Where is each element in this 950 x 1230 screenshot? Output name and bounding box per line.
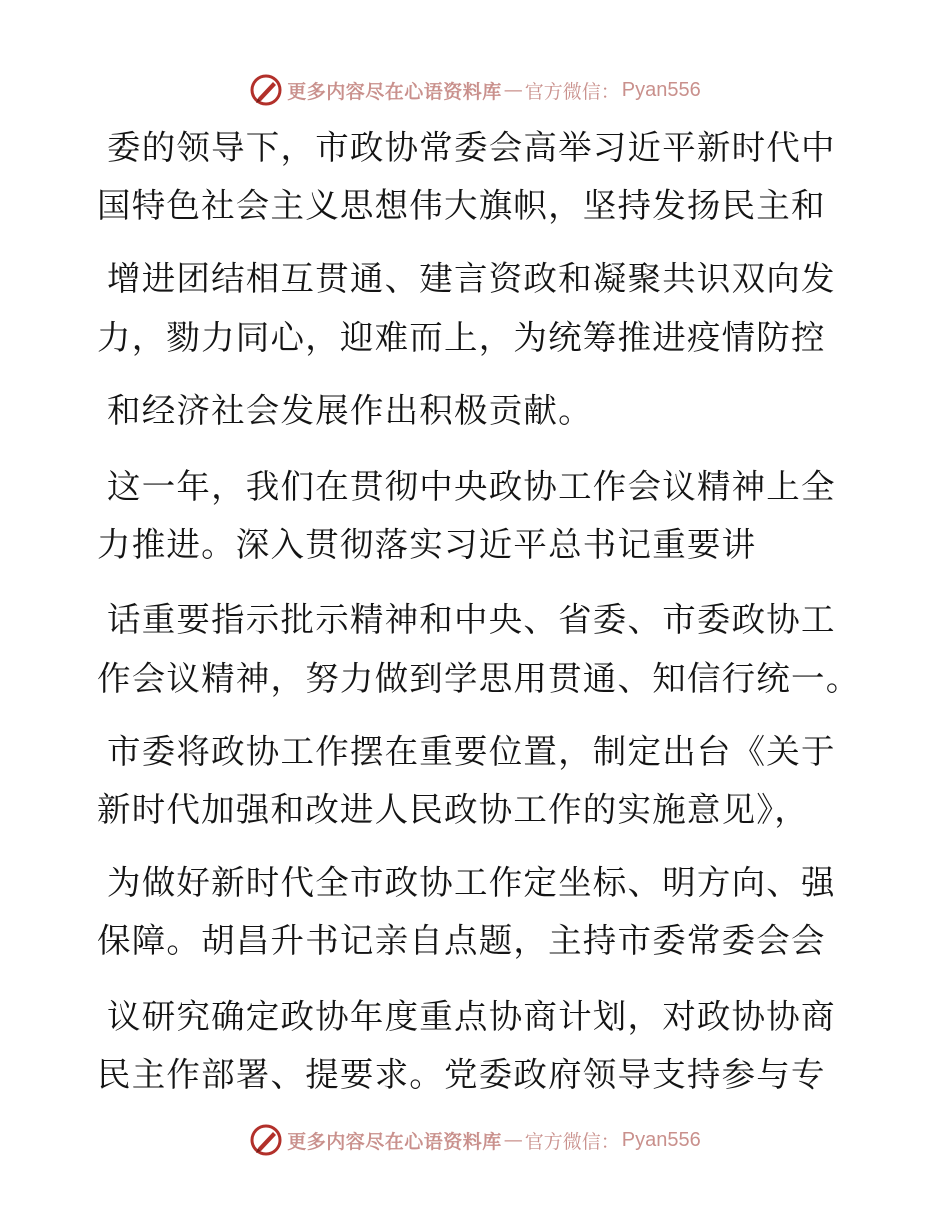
text-line: 力推进。深入贯彻落实习近平总书记重要讲 bbox=[97, 525, 757, 564]
watermark-separator: — bbox=[503, 79, 523, 101]
header-watermark bbox=[0, 72, 950, 108]
text-line: 和经济社会发展作出积极贡献。 bbox=[107, 391, 593, 430]
text-line: 市委将政协工作摆在重要位置，制定出台《关于 bbox=[107, 732, 836, 771]
watermark-title: 更多内容尽在心语资料库 bbox=[287, 1130, 502, 1153]
text-line: 保障。胡昌升书记亲自点题，主持市委常委会会 bbox=[97, 921, 826, 960]
watermark-label: 官方微信： bbox=[524, 80, 620, 103]
text-line: 民主作部署、提要求。党委政府领导支持参与专 bbox=[97, 1055, 826, 1094]
text-line: 力，勠力同心，迎难而上，为统筹推进疫情防控 bbox=[97, 318, 826, 357]
watermark-label: 官方微信： bbox=[524, 1130, 620, 1153]
text-line: 新时代加强和改进人民政协工作的实施意见》， bbox=[97, 790, 809, 829]
pen-logo-icon bbox=[249, 1123, 283, 1157]
text-line: 为做好新时代全市政协工作定坐标、明方向、强 bbox=[107, 863, 836, 902]
pen-logo-icon bbox=[249, 73, 283, 107]
watermark-wechat-id: Pyan556 bbox=[621, 1128, 701, 1151]
watermark-wechat-id: Pyan556 bbox=[621, 78, 701, 101]
text-line: 作会议精神，努力做到学思用贯通、知信行统一。 bbox=[97, 659, 861, 698]
text-line: 委的领导下，市政协常委会高举习近平新时代中 bbox=[107, 128, 836, 167]
text-line: 国特色社会主义思想伟大旗帜，坚持发扬民主和 bbox=[97, 186, 826, 225]
text-line: 议研究确定政协年度重点协商计划，对政协协商 bbox=[107, 997, 836, 1036]
watermark-title: 更多内容尽在心语资料库 bbox=[287, 80, 502, 103]
footer-watermark bbox=[0, 1122, 950, 1158]
watermark-separator: — bbox=[503, 1129, 523, 1151]
text-line: 这一年，我们在贯彻中央政协工作会议精神上全 bbox=[107, 467, 836, 506]
text-line: 增进团结相互贯通、建言资政和凝聚共识双向发 bbox=[107, 259, 836, 298]
text-line: 话重要指示批示精神和中央、省委、市委政协工 bbox=[107, 600, 836, 639]
